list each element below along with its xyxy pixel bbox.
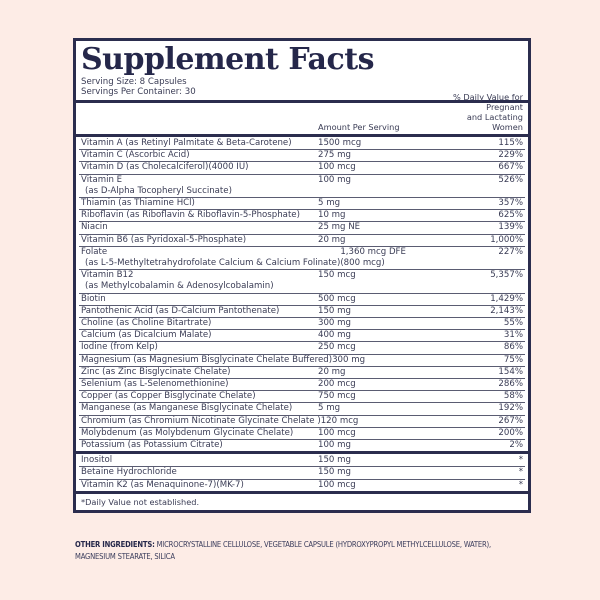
header-daily-value (448, 92, 523, 132)
table-row (79, 428, 525, 440)
nutrient-daily-value: 5,357% (490, 270, 523, 281)
nutrient-amount (318, 440, 448, 451)
nutrient-daily-value: 31% (503, 330, 523, 341)
serving-size: Serving Size: 8 Capsules (81, 77, 187, 87)
table-row (79, 294, 525, 306)
table-row (79, 138, 525, 150)
nutrient-name (81, 198, 318, 209)
nutrient-name (81, 247, 340, 269)
nutrient-name-text: Vitamin K2 (as Menaquinone-7)(MK-7) (81, 479, 244, 490)
nutrient-amount-text: 300 mg (332, 354, 366, 365)
nutrient-amount (318, 198, 448, 209)
nutrient-amount-text: 750 mcg (318, 391, 356, 402)
nutrient-name-text: Vitamin B12 (81, 270, 134, 281)
nutrient-daily-value: * (518, 467, 523, 478)
nutrient-amount (318, 175, 448, 197)
nutrient-name-text: Choline (as Choline Bitartrate) (81, 318, 212, 329)
nutrient-daily-value: 227% (498, 246, 523, 257)
nutrient-name-text: Riboflavin (as Riboflavin & Riboflavin-5-Phosphate) (81, 210, 300, 221)
footnote: *Daily Value not established. (81, 496, 200, 507)
nutrient-name-text: Manganese (as Manganese Bisglycinate Chelate) (81, 403, 293, 414)
nutrient-amount-text: 200 mcg (318, 379, 356, 390)
nutrient-daily-value: 1,429% (490, 293, 523, 304)
nutrient-name (81, 391, 318, 402)
nutrient-name-text: Betaine Hydrochloride (81, 467, 177, 478)
nutrient-name (81, 306, 318, 317)
nutrient-daily-value: 357% (498, 198, 523, 209)
nutrient-amount-sub: (800 mcg) (340, 258, 385, 269)
nutrient-source: (as L-5-Methyltetrahydrofolate Calcium & Calcium Folinate) (85, 258, 341, 269)
nutrient-list (76, 137, 528, 451)
table-row (79, 235, 525, 247)
nutrient-amount-text: 100 mg (318, 174, 351, 185)
nutrient-amount (318, 467, 448, 478)
nutrient-amount (318, 342, 448, 353)
nutrient-name-text: Iodine (from Kelp) (81, 342, 158, 353)
other-ingredient-list (76, 454, 528, 491)
nutrient-amount (318, 330, 448, 341)
nutrient-name-text: Magnesium (as Magnesium Bisglycinate Chelate Buffered) (81, 354, 333, 365)
table-row (79, 480, 525, 491)
nutrient-amount (321, 416, 451, 427)
table-row (79, 222, 525, 234)
nutrient-amount (318, 210, 448, 221)
nutrient-amount (318, 403, 448, 414)
table-row (79, 247, 525, 270)
table-row (79, 330, 525, 342)
nutrient-daily-value: 86% (503, 342, 523, 353)
nutrient-name-text: Potassium (as Potassium Citrate) (81, 440, 223, 451)
nutrient-name-text: Vitamin C (Ascorbic Acid) (81, 150, 190, 161)
nutrient-source: (as D-Alpha Tocopheryl Succinate) (85, 185, 232, 196)
nutrient-amount-text: 500 mcg (318, 293, 356, 304)
nutrient-daily-value: 200% (498, 427, 523, 438)
nutrient-amount (318, 367, 448, 378)
nutrient-amount (318, 428, 448, 439)
nutrient-name-text: Thiamin (as Thiamine HCl) (81, 198, 195, 209)
nutrient-amount-text: 150 mg (318, 455, 351, 466)
table-row (79, 416, 525, 428)
nutrient-name-text: Chromium (as Chromium Nicotinate Glycinate Chelate ) (81, 415, 321, 426)
nutrient-amount-text: 20 mg (318, 366, 346, 377)
nutrient-daily-value: * (518, 455, 523, 466)
nutrient-daily-value: 2% (509, 440, 523, 451)
nutrient-daily-value: * (518, 479, 523, 490)
nutrient-amount-text: 150 mg (318, 467, 351, 478)
nutrient-name (81, 416, 321, 427)
nutrient-name (81, 175, 318, 197)
table-row (79, 403, 525, 415)
nutrient-name (81, 367, 318, 378)
nutrient-amount (318, 270, 448, 292)
other-ingredients-label: OTHER INGREDIENTS: (75, 540, 155, 549)
nutrient-name (81, 210, 318, 221)
nutrient-daily-value: 526% (498, 174, 523, 185)
nutrient-amount-text: 250 mcg (318, 342, 356, 353)
nutrient-amount (340, 247, 470, 269)
nutrient-name (81, 355, 332, 366)
nutrient-amount-text: 20 mg (318, 234, 346, 245)
nutrient-amount (318, 150, 448, 161)
nutrient-amount (318, 306, 448, 317)
nutrient-name (81, 379, 318, 390)
table-row (79, 198, 525, 210)
nutrient-name-text: Vitamin E (81, 174, 123, 185)
nutrient-name (81, 270, 318, 292)
nutrient-daily-value: 229% (498, 150, 523, 161)
nutrient-amount-text: 275 mg (318, 150, 351, 161)
table-row (79, 210, 525, 222)
nutrient-amount-text: 1,360 mcg DFE (340, 246, 406, 257)
nutrient-daily-value: 1,000% (490, 234, 523, 245)
header-dv-line2: and Lactating Women (466, 112, 523, 132)
nutrient-amount (318, 379, 448, 390)
nutrient-amount-text: 100 mcg (318, 479, 356, 490)
nutrient-amount (332, 355, 462, 366)
nutrient-name-text: Vitamin D (as Cholecalciferol)(4000 IU) (81, 162, 249, 173)
nutrient-amount-text: 25 mg NE (318, 222, 361, 233)
nutrient-daily-value: 267% (498, 415, 523, 426)
table-row (79, 270, 525, 293)
nutrient-name-text: Selenium (as L-Selenomethionine) (81, 379, 229, 390)
nutrient-name-text: Niacin (81, 222, 108, 233)
nutrient-name (81, 455, 318, 466)
nutrient-daily-value: 115% (498, 138, 523, 148)
nutrient-amount-text: 150 mcg (318, 270, 356, 281)
table-row (79, 367, 525, 379)
nutrient-name-text: Folate (81, 246, 108, 257)
nutrient-amount-text: 1500 mcg (318, 138, 362, 148)
table-row (79, 455, 525, 467)
nutrient-name-text: Biotin (81, 293, 106, 304)
nutrient-amount-text: 5 mg (318, 198, 341, 209)
nutrient-amount-text: 300 mg (318, 318, 351, 329)
table-row (79, 391, 525, 403)
nutrient-amount (318, 318, 448, 329)
nutrient-name (81, 467, 318, 478)
nutrient-name (81, 440, 318, 451)
other-ingredients-text: MICROCRYSTALLINE CELLULOSE, VEGETABLE CAPSULE (HYDROXYPROPYL METHYLCELLULOSE, WATER), MAGNESIUM STEARATE, SILICA (75, 540, 491, 561)
supplement-facts-panel (73, 38, 531, 513)
nutrient-amount-text: 150 mg (318, 305, 351, 316)
header-dv-line1: % Daily Value for Pregnant (452, 92, 523, 112)
nutrient-name-text: Zinc (as Zinc Bisglycinate Chelate) (81, 366, 231, 377)
table-row (79, 440, 525, 451)
nutrient-name-text: Vitamin B6 (as Pyridoxal-5-Phosphate) (81, 234, 247, 245)
nutrient-amount (318, 162, 448, 173)
nutrient-name-text: Inositol (81, 455, 113, 466)
nutrient-amount (318, 235, 448, 246)
nutrient-daily-value: 58% (503, 391, 523, 402)
nutrient-amount (318, 294, 448, 305)
nutrient-amount (318, 391, 448, 402)
table-row (79, 342, 525, 354)
nutrient-name (81, 222, 318, 233)
nutrient-name (81, 480, 318, 491)
nutrient-daily-value: 286% (498, 379, 523, 390)
nutrient-daily-value: 154% (498, 366, 523, 377)
header-amount: Amount Per Serving (318, 122, 400, 132)
nutrient-name (81, 403, 318, 414)
table-row (79, 306, 525, 318)
servings-per-container: Servings Per Container: 30 (81, 87, 196, 97)
nutrient-daily-value: 667% (498, 162, 523, 173)
nutrient-amount (318, 480, 448, 491)
table-row (79, 379, 525, 391)
nutrient-amount-text: 100 mg (318, 440, 351, 451)
nutrient-name (81, 235, 318, 246)
nutrient-name (81, 428, 318, 439)
nutrient-name (81, 150, 318, 161)
nutrient-daily-value: 55% (503, 318, 523, 329)
nutrient-daily-value: 625% (498, 210, 523, 221)
table-row (79, 355, 525, 367)
nutrient-daily-value: 75% (503, 354, 523, 365)
nutrient-name-text: Pantothenic Acid (as D-Calcium Pantothenate) (81, 305, 280, 316)
nutrient-name (81, 162, 318, 173)
nutrient-name (81, 330, 318, 341)
nutrient-daily-value: 139% (498, 222, 523, 233)
nutrient-name (81, 294, 318, 305)
nutrient-amount-text: 120 mcg (320, 415, 359, 426)
panel-title: Supplement Facts (81, 42, 374, 77)
nutrient-amount-text: 5 mg (318, 403, 341, 414)
nutrient-name (81, 138, 318, 149)
nutrient-name-text: Molybdenum (as Molybdenum Glycinate Chelate) (81, 427, 294, 438)
table-row (79, 175, 525, 198)
table-row (79, 318, 525, 330)
nutrient-name (81, 318, 318, 329)
table-row (79, 162, 525, 174)
nutrient-amount (318, 455, 448, 466)
nutrient-amount-text: 10 mg (318, 210, 346, 221)
nutrient-source: (as Methylcobalamin & Adenosylcobalamin) (85, 281, 274, 292)
nutrient-daily-value: 192% (498, 403, 523, 414)
nutrient-amount (318, 222, 448, 233)
nutrient-name-text: Vitamin A (as Retinyl Palmitate & Beta-Carotene) (81, 138, 292, 148)
table-row (79, 150, 525, 162)
nutrient-name (81, 342, 318, 353)
nutrient-amount-text: 100 mcg (318, 427, 356, 438)
nutrient-amount-text: 400 mg (318, 330, 351, 341)
nutrient-daily-value: 2,143% (490, 305, 523, 316)
nutrient-name-text: Calcium (as Dicalcium Malate) (81, 330, 212, 341)
table-row (79, 467, 525, 479)
other-ingredients (75, 539, 525, 563)
nutrient-amount-text: 100 mcg (318, 162, 356, 173)
nutrient-amount (318, 138, 448, 149)
nutrient-name-text: Copper (as Copper Bisglycinate Chelate) (81, 391, 256, 402)
